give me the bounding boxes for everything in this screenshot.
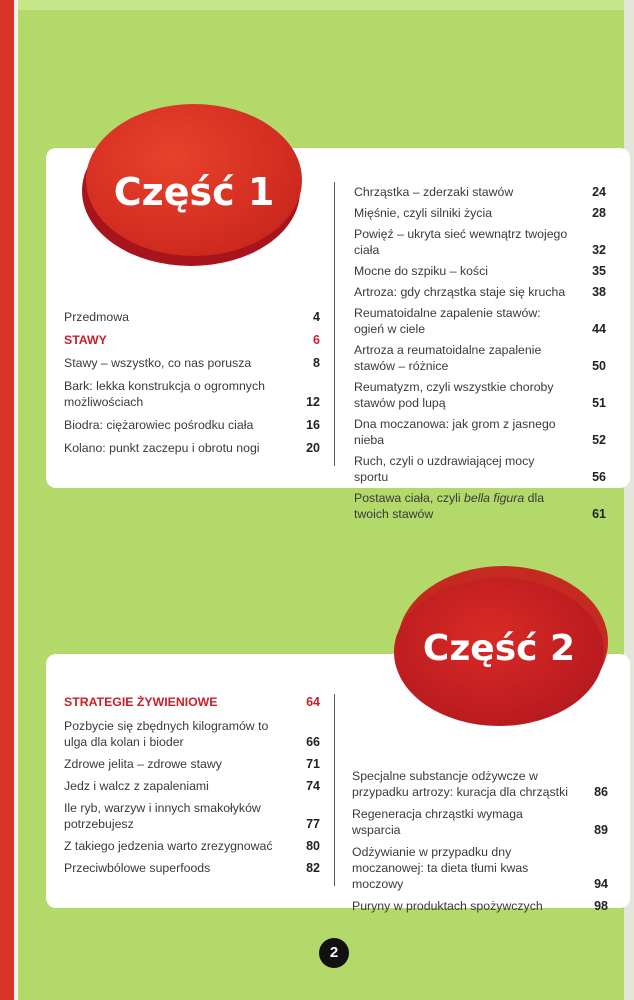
toc-entry-title: Ruch, czyli o uzdrawiającej mocy sportu [354, 454, 535, 484]
toc-entry-title: STAWY [64, 333, 107, 347]
toc-entry-page: 51 [592, 396, 606, 410]
toc-entry-page: 82 [306, 861, 320, 875]
toc-entry-page: 52 [592, 433, 606, 447]
toc-entry-page: 16 [306, 418, 320, 432]
toc-entry [354, 453, 606, 485]
toc-entry-page: 35 [592, 264, 606, 278]
toc-entry [354, 205, 606, 221]
toc-entry-page: 74 [306, 779, 320, 793]
page-left-edge [0, 0, 14, 1000]
italic-phrase: bella figura [464, 491, 525, 505]
part1-toc-right [354, 184, 606, 527]
toc-entry-page: 50 [592, 359, 606, 373]
toc-entry-page: 8 [313, 356, 320, 370]
toc-entry-title: Postawa ciała, czyli bella figura dla twoich stawów [354, 491, 545, 521]
toc-entry-title: Chrząstka – zderzaki stawów [354, 185, 514, 199]
toc-entry [64, 378, 320, 410]
toc-entry [64, 309, 320, 325]
toc-entry [354, 226, 606, 258]
toc-entry [354, 263, 606, 279]
part2-title: Część 2 [422, 628, 576, 669]
toc-entry [354, 379, 606, 411]
toc-entry-page: 12 [306, 395, 320, 409]
toc-entry-page: 64 [306, 695, 320, 709]
toc-entry [352, 898, 608, 914]
toc-entry [64, 756, 320, 772]
toc-entry-page: 80 [306, 839, 320, 853]
toc-entry-title: Regeneracja chrząstki wymaga wsparcia [352, 807, 523, 837]
toc-entry-page: 20 [306, 441, 320, 455]
toc-entry-title: Przeciwbólowe superfoods [64, 861, 211, 875]
toc-entry-page: 6 [313, 333, 320, 347]
toc-entry [64, 800, 320, 832]
toc-entry-page: 89 [594, 823, 608, 837]
toc-entry [354, 342, 606, 374]
toc-entry-page: 77 [306, 817, 320, 831]
part2-column-divider [334, 694, 335, 886]
toc-entry [64, 355, 320, 371]
toc-entry-title: Odżywianie w przypadku dny moczanowej: ta dieta tłumi kwas moczowy [352, 845, 529, 891]
toc-entry [354, 184, 606, 200]
toc-entry-page: 94 [594, 877, 608, 891]
toc-entry-page: 38 [592, 285, 606, 299]
toc-entry-title: Mięśnie, czyli silniki życia [354, 206, 493, 220]
toc-entry-title: STRATEGIE ŻYWIENIOWE [64, 695, 218, 709]
part1-title: Część 1 [113, 170, 275, 214]
toc-entry-page: 71 [306, 757, 320, 771]
toc-entry-title: Artroza: gdy chrząstka staje się krucha [354, 285, 566, 299]
toc-entry-title: Reumatyzm, czyli wszystkie choroby stawów pod lupą [354, 380, 554, 410]
toc-entry-title: Ile ryb, warzyw i innych smakołyków potrzebujesz [64, 801, 261, 831]
toc-entry-title: Artroza a reumatoidalne zapalenie stawów – różnice [354, 343, 542, 373]
part2-toc-right [352, 768, 608, 920]
toc-entry-title: Powięź – ukryta sieć wewnątrz twojego ciała [354, 227, 568, 257]
toc-entry [64, 838, 320, 854]
toc-entry-title: Jedz i walcz z zapaleniami [64, 779, 209, 793]
toc-entry [64, 718, 320, 750]
toc-entry-page: 66 [306, 735, 320, 749]
toc-entry-page: 24 [592, 185, 606, 199]
toc-entry-page: 4 [313, 310, 320, 324]
toc-entry-title: Przedmowa [64, 310, 129, 324]
toc-entry [64, 860, 320, 876]
toc-entry-page: 61 [592, 507, 606, 521]
toc-entry [64, 417, 320, 433]
toc-entry-page: 86 [594, 785, 608, 799]
toc-entry-title: Mocne do szpiku – kości [354, 264, 488, 278]
toc-entry [354, 305, 606, 337]
toc-entry [64, 440, 320, 456]
page-number-badge: 2 [319, 938, 349, 968]
toc-entry-title: Dna moczanowa: jak grom z jasnego nieba [354, 417, 556, 447]
page-top-edge [18, 0, 634, 10]
toc-entry-title: Stawy – wszystko, co nas porusza [64, 356, 252, 370]
toc-entry [64, 778, 320, 794]
page-binding-strip [14, 0, 18, 1000]
toc-section-heading [64, 332, 320, 348]
toc-section-heading [64, 694, 320, 710]
part1-column-divider [334, 182, 335, 466]
toc-entry-title: Z takiego jedzenia warto zrezygnować [64, 839, 273, 853]
toc-entry [352, 768, 608, 800]
toc-entry-title: Specjalne substancje odżywcze w przypadku artrozy: kuracja dla chrząstki [352, 769, 568, 799]
toc-entry-title: Bark: lekka konstrukcja o ogromnych możliwościach [64, 379, 265, 409]
toc-entry-page: 98 [594, 899, 608, 913]
toc-entry-page: 44 [592, 322, 606, 336]
toc-entry-title: Pozbycie się zbędnych kilogramów to ulga dla kolan i bioder [64, 719, 269, 749]
toc-entry [354, 284, 606, 300]
toc-entry-title: Reumatoidalne zapalenie stawów: ogień w ciele [354, 306, 541, 336]
toc-entry [352, 844, 608, 892]
part1-circle-badge [86, 104, 302, 256]
toc-entry-title: Kolano: punkt zaczepu i obrotu nogi [64, 441, 260, 455]
toc-entry-title: Biodra: ciężarowiec pośrodku ciała [64, 418, 254, 432]
toc-entry [354, 490, 606, 522]
toc-entry-page: 28 [592, 206, 606, 220]
part1-toc-left [64, 309, 320, 463]
toc-entry-page: 56 [592, 470, 606, 484]
toc-entry [352, 806, 608, 838]
part2-toc-left [64, 694, 320, 882]
toc-entry-title: Puryny w produktach spożywczych [352, 899, 543, 913]
toc-entry [354, 416, 606, 448]
part2-circle-badge [394, 578, 604, 726]
toc-entry-page: 32 [592, 243, 606, 257]
toc-entry-title: Zdrowe jelita – zdrowe stawy [64, 757, 222, 771]
